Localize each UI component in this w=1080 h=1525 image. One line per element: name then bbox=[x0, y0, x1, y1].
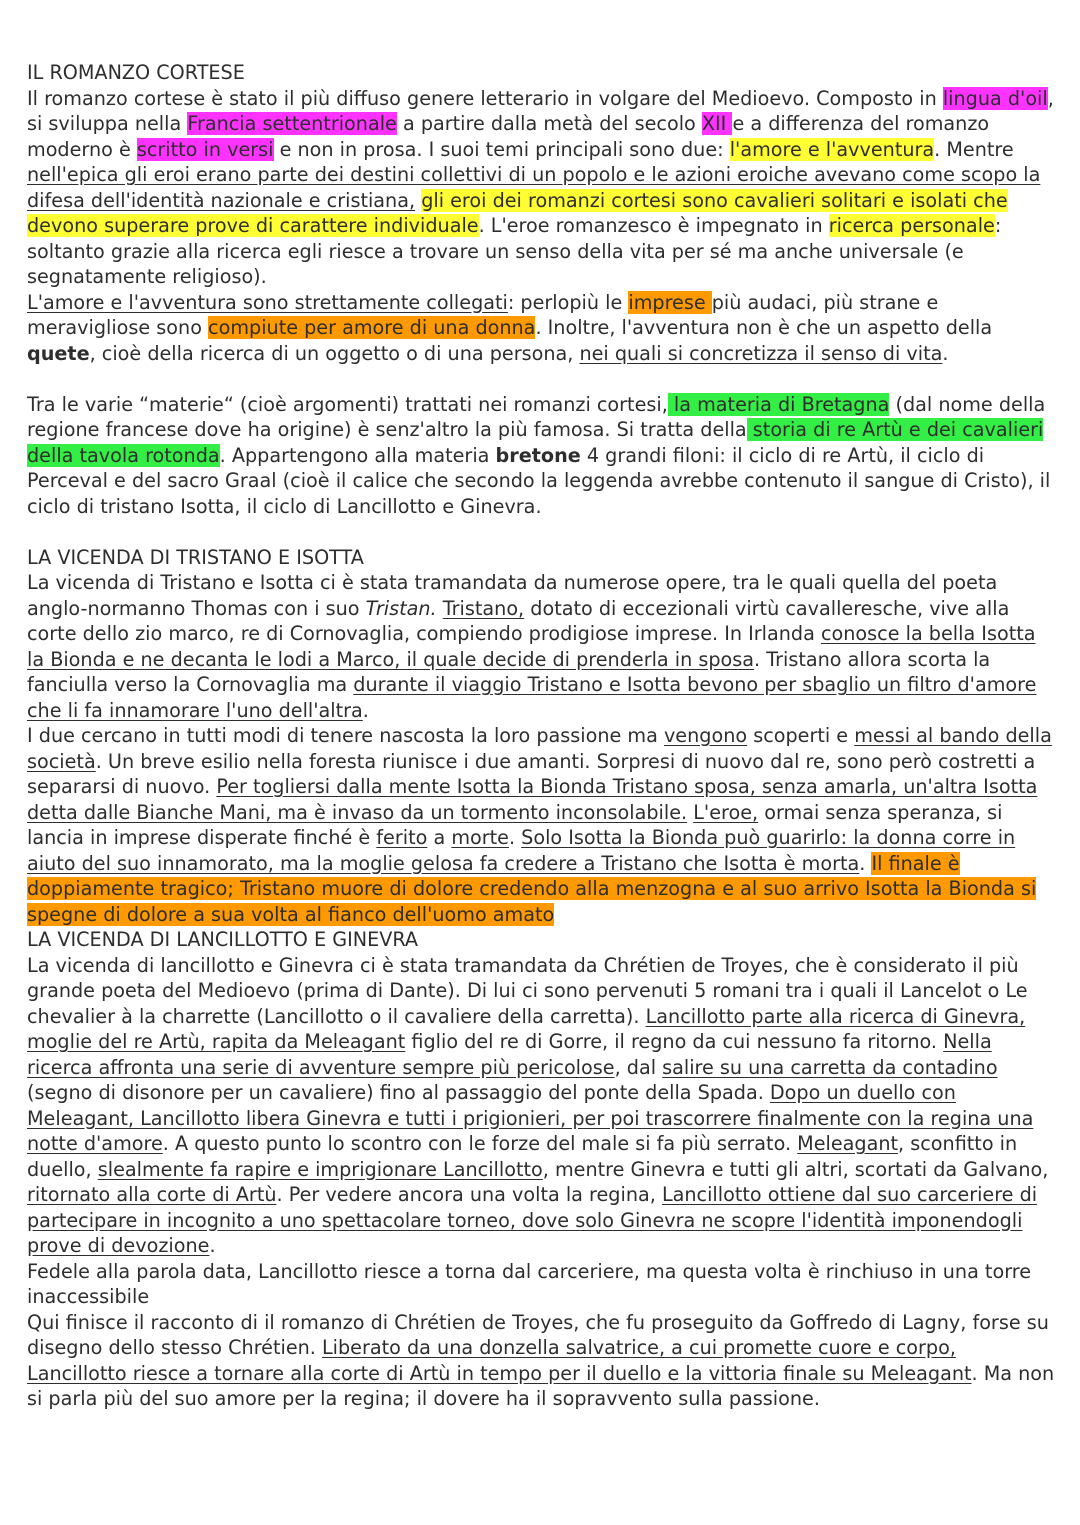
text-run: a bbox=[427, 826, 452, 849]
text-run: . A questo punto lo scontro con le forze del male si fa più serrato. bbox=[162, 1132, 798, 1155]
italic-title: Tristan. bbox=[365, 596, 437, 620]
text-run: a partire dalla metà del secolo bbox=[396, 112, 702, 135]
paragraph-tristano-2 bbox=[27, 723, 1058, 927]
text-run: . L'eroe romanzesco è impegnato in bbox=[478, 214, 829, 237]
paragraph-lancillotto-2: Fedele alla parola data, Lancillotto riesce a torna dal carceriere, ma questa volta è rinchiuso in una torre inaccessibile bbox=[27, 1259, 1032, 1308]
underlined-text: ritornato alla corte di Artù bbox=[27, 1183, 277, 1206]
text-run: . Per vedere ancora una volta la regina, bbox=[276, 1183, 662, 1206]
highlight-orange: compiute per amore di una donna bbox=[208, 316, 536, 339]
paragraph-spacer bbox=[27, 519, 1058, 545]
text-run: La vicenda di Tristano e Isotta ci è stata tramandata da numerose opere, tra le quali quella del poeta anglo-normanno Thomas con i suo bbox=[27, 571, 998, 620]
underlined-text: Solo Isotta la Bionda può guarirlo: la donna corre in aiuto del suo innamorato, ma la moglie gelosa fa credere a Tristano che Isotta è morta bbox=[27, 826, 1016, 875]
text-run: figlio del re di Gorre, il regno da cui nessuno fa ritorno. bbox=[405, 1030, 944, 1053]
highlight-green: storia di re Artù e dei cavalieri della tavola rotonda bbox=[27, 418, 1044, 467]
text-run: . bbox=[362, 698, 369, 722]
underlined-text: conosce la bella Isotta la Bionda e ne decanta le lodi a Marco, il quale decide di prenderla in sposa bbox=[27, 622, 1036, 671]
paragraph-amore-avventura bbox=[27, 290, 1058, 367]
paragraph-lancillotto-1 bbox=[27, 953, 1058, 1259]
highlight-magenta: scritto in versi bbox=[136, 137, 274, 161]
text-run: La vicenda di lancillotto e Ginevra ci è stata tramandata da Chrétien de Troyes, che è considerato il più grande poeta del Medioevo (prima di Dante). Di lui ci sono pervenuti 5 romani tra i quali il Lancelot o Le chevalier à la charrette (Lancillotto o il cavaliere della carretta). bbox=[27, 953, 1028, 1028]
paragraph-tristano-1 bbox=[27, 570, 1058, 723]
underlined-text: durante il viaggio Tristano e Isotta bevono per sbaglio un filtro d'amore che li fa innamorare l'uno dell'altra bbox=[27, 673, 1037, 722]
highlight-yellow: l'amore e l'avventura bbox=[729, 137, 935, 161]
highlight-orange: Il finale è doppiamente tragico; Tristano muore di dolore credendo alla menzogna e al suo arrivo Isotta la Bionda si spegne di dolore a sua volta al fianco dell'uomo amato bbox=[27, 851, 1037, 926]
text-run: I due cercano in tutti modi di tenere nascosta la loro passione ma bbox=[27, 724, 664, 747]
text-run: (segno di disonore per un cavaliere) fino al passaggio del ponte della Spada. bbox=[27, 1081, 770, 1104]
paragraph-intro bbox=[27, 86, 1058, 290]
text-run: . bbox=[942, 341, 949, 365]
text-run: , mentre Ginevra e tutti gli altri, scortati da Galvano, bbox=[542, 1157, 1049, 1181]
section-heading-tristano-isotta: LA VICENDA DI TRISTANO E ISOTTA bbox=[27, 545, 364, 569]
text-run: 4 grandi filoni: il ciclo di re Artù, il ciclo di Perceval e del sacro Graal (cioè il calice che secondo la leggenda avrebbe contenuto il sangue di Cristo), il ciclo di tristano Isotta, il ciclo di Lancillotto e Ginevra. bbox=[27, 443, 1051, 518]
text-run: . Appartengono alla materia bbox=[219, 443, 496, 467]
underlined-text: L'amore e l'avventura sono strettamente collegati bbox=[27, 290, 508, 314]
text-run: , cioè della ricerca di un oggetto o di una persona, bbox=[89, 341, 580, 365]
paragraph-spacer bbox=[27, 366, 1058, 392]
text-run: : soltanto grazie alla ricerca egli riesce a trovare un senso della vita per sé ma anche universale (e segnatamente religioso). bbox=[27, 214, 1002, 288]
underlined-text: Per togliersi dalla mente Isotta la Bionda Tristano sposa, senza amarla, un'altra Isotta detta dalle Bianche Mani, ma è invaso da un tormento inconsolabile. bbox=[27, 775, 1038, 824]
underlined-text: salire su una carretta da contadino bbox=[662, 1055, 998, 1079]
text-run: , sconfitto in duello, bbox=[27, 1132, 1018, 1181]
highlight-magenta: lingua d'oil bbox=[942, 86, 1048, 110]
underlined-text: morte bbox=[451, 826, 509, 849]
underlined-text: slealmente fa rapire e imprigionare Lancillotto bbox=[97, 1157, 543, 1181]
text-run: : perlopiù le bbox=[507, 290, 629, 314]
text-run: (dal nome della regione francese dove ha origine) è senz'altro la più famosa. Si tratta della bbox=[27, 392, 1046, 441]
underlined-text: Lancillotto ottiene dal suo carceriere di partecipare in incognito a uno spettacolare torneo, dove solo Ginevra ne scopre l'identità imponendogli prove di devozione bbox=[27, 1183, 1038, 1257]
paragraph-lancillotto-3 bbox=[27, 1310, 1058, 1412]
text-run: scoperti e bbox=[747, 724, 855, 747]
paragraph-materia-bretagna bbox=[27, 392, 1058, 520]
underlined-text: Liberato da una donzella salvatrice, a cui promette cuore e corpo, Lancillotto riesce a tornare alla corte di Artù in tempo per il duello e la vittoria finale su Meleagant bbox=[27, 1336, 972, 1385]
highlight-green: la materia di Bretagna bbox=[667, 392, 890, 416]
underlined-text: Meleagant bbox=[797, 1132, 899, 1155]
text-run: dotato di eccezionali virtù cavalleresche, vive alla corte dello zio marco, re di Cornovaglia, compiendo prodigiose imprese. In Irlanda bbox=[27, 596, 1010, 645]
highlight-yellow: ricerca personale bbox=[828, 214, 995, 237]
underlined-text: Nella ricerca affronta una serie di avventure sempre più pericolose bbox=[27, 1030, 992, 1079]
text-run: Tra le varie “materie“ (cioè argomenti) trattati nei romanzi cortesi, bbox=[27, 392, 668, 416]
text-run: . Mentre bbox=[934, 137, 1014, 161]
text-run: Il romanzo cortese è stato il più diffuso genere letterario in volgare del Medioevo. Composto in bbox=[27, 86, 943, 110]
bold-text: bretone bbox=[495, 443, 581, 467]
text-run: . bbox=[859, 851, 872, 875]
section-heading-romanzo-cortese: IL ROMANZO CORTESE bbox=[27, 61, 245, 84]
text-run: e a differenza del romanzo moderno è bbox=[27, 112, 990, 161]
text-run: , dal bbox=[614, 1055, 663, 1079]
underlined-text: Dopo un duello con Meleagant, Lancillotto libera Ginevra e tutti i prigionieri, per poi trascorrere finalmente con la regina una notte d'amore bbox=[27, 1081, 1034, 1155]
section-heading-lancillotto-ginevra: LA VICENDA DI LANCILLOTTO E GINEVRA bbox=[27, 928, 419, 951]
highlight-yellow: gli eroi dei romanzi cortesi sono cavalieri solitari e isolati che devono superare prove di carattere individuale bbox=[27, 188, 1008, 237]
highlight-magenta: XII bbox=[701, 112, 733, 135]
underlined-text: L'eroe, bbox=[693, 800, 759, 824]
text-run: . bbox=[508, 826, 522, 849]
highlight-orange: imprese bbox=[628, 290, 712, 314]
text-run: , si sviluppa nella bbox=[27, 86, 1054, 135]
text-run: . Inoltre, l'avventura non è che un aspetto della bbox=[535, 316, 993, 339]
underlined-text: Tristano, bbox=[442, 596, 525, 620]
underlined-text: Lancillotto parte alla ricerca di Ginevra, moglie del re Artù, rapita da Meleagant bbox=[27, 1004, 1026, 1053]
text-run: . Tristano allora scorta la fanciulla verso la Cornovaglia ma bbox=[27, 647, 991, 696]
text-run: . Ma non si parla più del suo amore per la regina; il dovere ha il sopravvento sulla passione. bbox=[27, 1361, 1055, 1410]
text-run: Qui finisce il racconto di il romanzo di Chrétien de Troyes, che fu proseguito da Goffredo di Lagny, forse su disegno dello stesso Chrétien. bbox=[27, 1310, 1049, 1359]
underlined-text: nell'epica gli eroi erano parte dei destini collettivi di un popolo e le azioni eroiche avevano come scopo la difesa dell'identità nazionale e cristiana, bbox=[27, 163, 1041, 212]
underlined-text: nei quali si concretizza il senso di vita bbox=[579, 341, 943, 365]
text-run: più audaci, più strane e meravigliose sono bbox=[27, 290, 939, 339]
text-run: e non in prosa. I suoi temi principali sono due: bbox=[273, 137, 730, 161]
underlined-text: vengono bbox=[663, 724, 748, 747]
text-run: . bbox=[209, 1234, 216, 1257]
text-run: ormai senza speranza, si lancia in imprese disperate finché è bbox=[27, 800, 1003, 849]
text-run: . Un breve esilio nella foresta riunisce i due amanti. Sorpresi di nuovo dal re, sono però costretti a separarsi di nuovo. bbox=[27, 749, 1036, 798]
bold-text: quete bbox=[27, 341, 90, 365]
highlight-magenta: Francia settentrionale bbox=[187, 112, 397, 135]
underlined-text: ferito bbox=[376, 826, 428, 849]
underlined-text: messi al bando della società bbox=[27, 724, 1052, 773]
